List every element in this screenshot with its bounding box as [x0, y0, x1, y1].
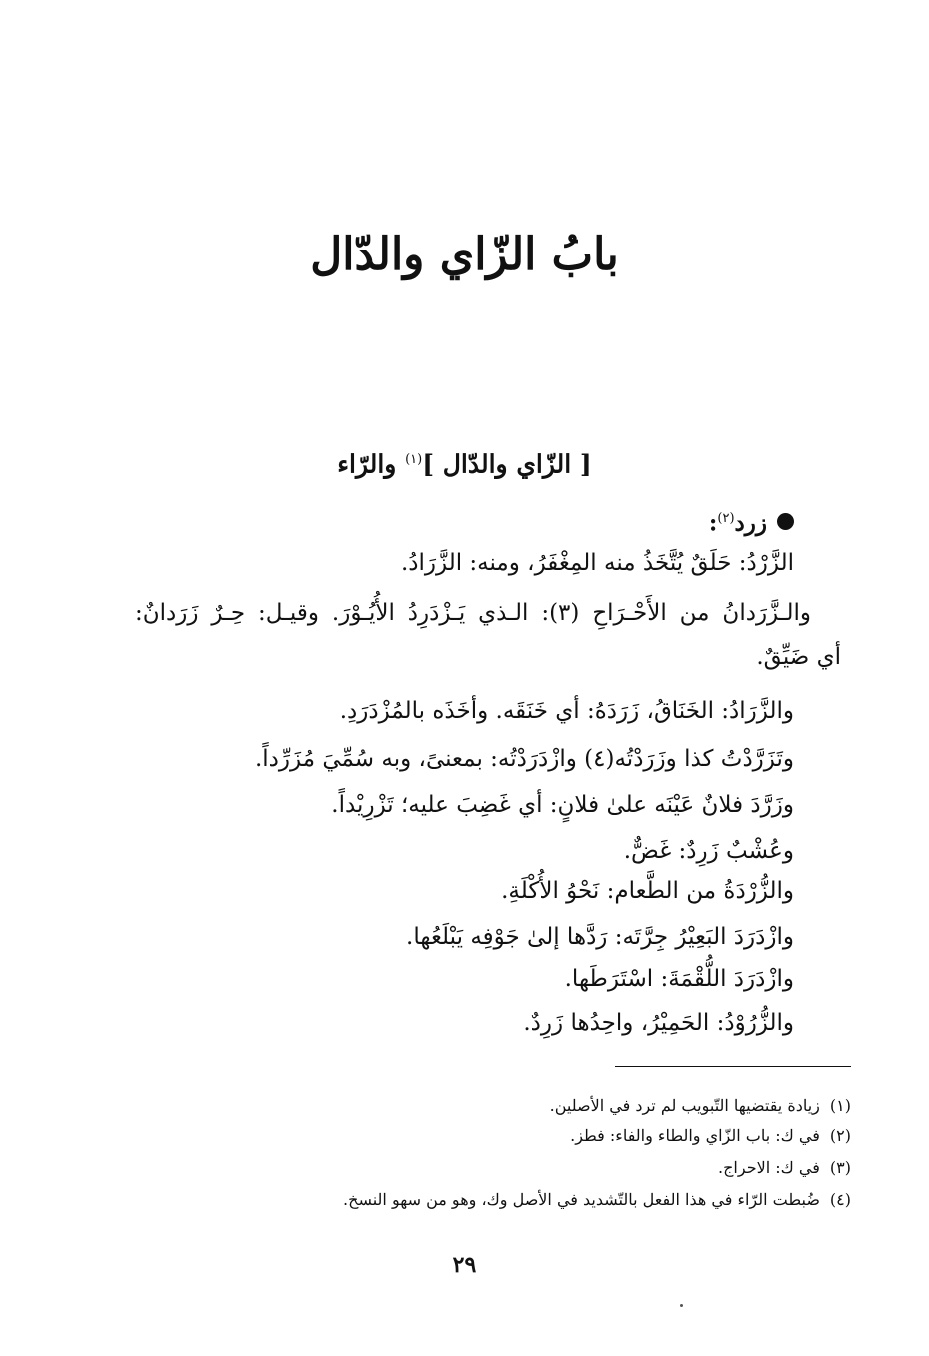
- entry-root: زرد: [734, 509, 767, 537]
- footnote-number: (١): [829, 1096, 851, 1115]
- text-line: الزَّرْدُ: حَلَقٌ يُتَّخَذُ منه المِغْفَرُ، ومنه: الزَّرَادُ.: [400, 550, 794, 576]
- footnote-number: (٢): [829, 1126, 851, 1145]
- footnote: [550, 1094, 851, 1118]
- text-line: وتَزَرَّدْتُ كذا وزَرَدْتُه(٤) وازْدَرَدْتُه: بمعنىً، وبه سُمِّيَ مُزَرِّداً.: [254, 746, 794, 772]
- text-line: وزَرَّدَ فلانٌ عَيْنَه علىٰ فلانٍ: أي غَضِبَ عليه؛ تَزْرِيْداً.: [331, 792, 794, 818]
- text-line: والزَّرَادُ: الخَنَاقُ، زَرَدَهُ: أي خَنَقَه. وأخَذَه بالمُزْدَرَدِ.: [339, 698, 794, 724]
- text-line: وازْدَرَدَ البَعِيْرُ جِرَّتَه: رَدَّها إلىٰ جَوْفِه يَبْلَعُها.: [406, 924, 794, 950]
- bullet-icon: [777, 513, 794, 530]
- footnote-number: (٣): [829, 1158, 851, 1177]
- footnote-text: زيادة يقتضيها التّبويب لم ترد في الأصلين.: [549, 1096, 820, 1115]
- footnote: [570, 1124, 851, 1148]
- text-line: والزُّرْدَةُ من الطَّعام: نَحْوُ الأُكْلَةِ.: [501, 878, 794, 904]
- footnote-text: ضُبطت الرّاء في هذا الفعل بالتّشديد في الأصل وك، وهو من سهو النسخ.: [343, 1190, 820, 1209]
- footnote-text: في ك: الاحراج.: [718, 1158, 820, 1177]
- section-heading-note-ref: (١): [405, 452, 423, 467]
- page-number: ٢٩: [452, 1252, 477, 1278]
- section-heading-suffix: والرّاء: [337, 449, 406, 479]
- entry-root-note-ref: (٢): [717, 511, 735, 526]
- entry-root-heading: [709, 502, 794, 541]
- footnote: [718, 1156, 851, 1180]
- footnote-number: (٤): [829, 1190, 851, 1209]
- footnote-text: في ك: باب الزّاي والطاء والفاء: فطز.: [570, 1126, 820, 1145]
- text-line: أي ضَيِّقٌ.: [756, 644, 841, 670]
- text-line: وازْدَرَدَ اللُّقْمَةَ: اسْتَرَطَها.: [564, 966, 794, 992]
- footnote-divider: [615, 1066, 851, 1067]
- text-line: والزُّرُوْدُ: الحَمِيْرُ، واحِدُها زَرِدٌ.: [523, 1010, 794, 1036]
- entry-colon: :: [708, 509, 718, 537]
- section-heading-prefix: [ الزّاي والدّال ]: [422, 449, 592, 479]
- text-line: وعُشْبٌ زَرِدٌ: غَضٌّ.: [623, 838, 794, 864]
- scan-speck: [680, 1304, 683, 1307]
- section-heading: [0, 440, 929, 484]
- text-line: والـزَّرَدانُ من الأَحْـرَاحِ (٣): الـذي يَـزْدَرِدُ الأُيُـوْرَ. وقيـل: حِـرٌ زَرَدانٌ:: [135, 600, 811, 626]
- footnote: [343, 1188, 851, 1212]
- chapter-title: بابُ الزّاي والدّال: [310, 229, 619, 280]
